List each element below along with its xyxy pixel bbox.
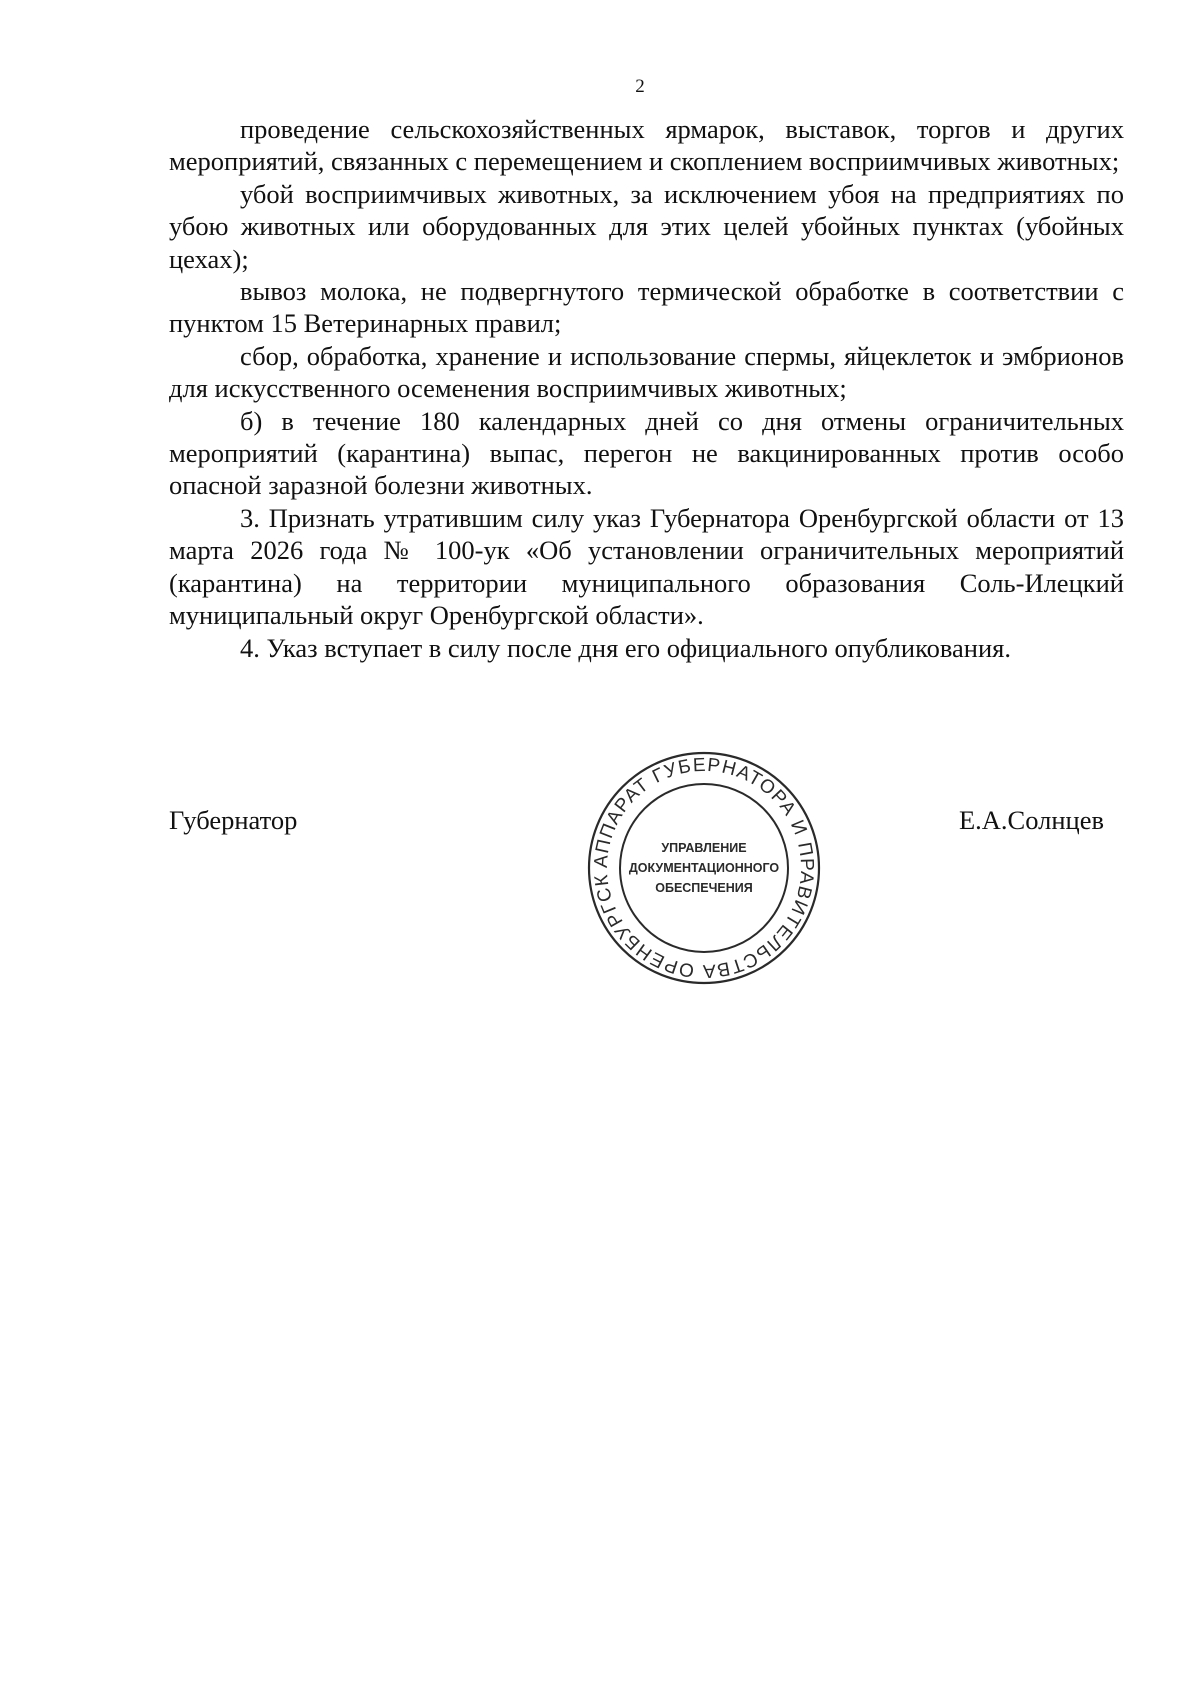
paragraph-grazing-restriction: б) в течение 180 календарных дней со дня отмены ограничительных мероприятий (карантина) выпас, перегон не вакцинированных против особо опасной заразной болезни животных.: [169, 405, 1124, 501]
paragraph-milk-export-ban: вывоз молока, не подвергнутого термической обработке в соответствии с пунктом 15 Ветеринарных правил;: [169, 276, 1124, 339]
paragraph-entry-into-force: 4. Указ вступает в силу после дня его официального опубликования.: [240, 632, 1011, 663]
paragraph-slaughter-ban: убой восприимчивых животных, за исключением убоя на предприятиях по убою животных или оборудованных для этих целей убойных пунктах (убойных цехах);: [169, 178, 1124, 274]
signatory-name: Е.А.Солнцев: [958, 805, 1104, 835]
document-body: [169, 113, 1124, 664]
paragraph-insemination-ban: сбор, обработка, хранение и использование спермы, яйцеклеток и эмбрионов для искусственного осеменения восприимчивых животных;: [169, 340, 1124, 404]
paragraph-fairs-ban: проведение сельскохозяйственных ярмарок, выставок, торгов и других мероприятий, связанных с перемещением и скоплением восприимчивых животных;: [169, 114, 1124, 177]
seal-center-line-2: ДОКУМЕНТАЦИОННОГО: [628, 861, 780, 875]
seal-ring-textpath: АППАРАТ ГУБЕРНАТОРА И ПРАВИТЕЛЬСТВА ОРЕНБУРГСК: [590, 754, 818, 982]
page-number: 2: [635, 76, 645, 97]
official-seal: [584, 748, 824, 988]
paragraph-repeal-decree: 3. Признать утратившим силу указ Губернатора Оренбургской области от 13 марта 2026 года № 100-ук «Об установлении ограничительных мероприятий (карантина) на территории муниципального образования Соль-Илецкий муниципальный округ Оренбургской области».: [169, 502, 1124, 631]
seal-graphic: [584, 748, 824, 988]
seal-center-line-1: УПРАВЛЕНИЕ: [661, 841, 747, 855]
signatory-position: Губернатор: [169, 805, 298, 835]
seal-center-line-3: ОБЕСПЕЧЕНИЯ: [655, 881, 753, 895]
